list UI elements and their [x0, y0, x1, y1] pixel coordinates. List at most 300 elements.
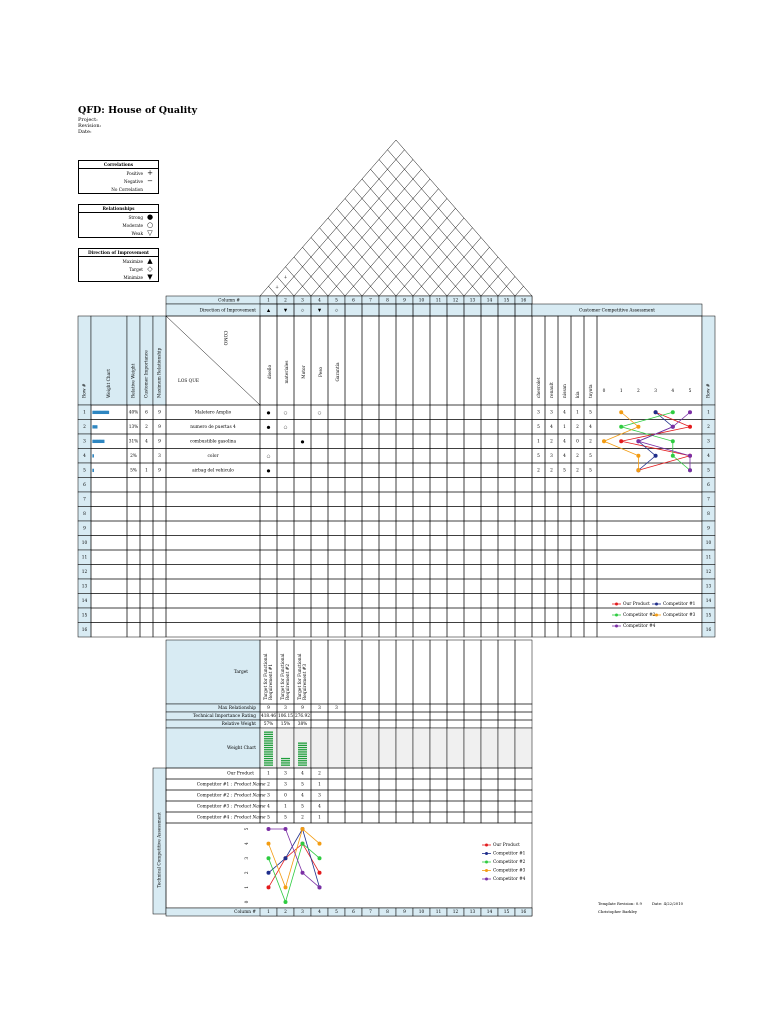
relationship-cell: [464, 405, 481, 420]
relationship-cell: [515, 449, 532, 464]
tca-series-point: [318, 856, 322, 860]
competitor-score-text: 5: [589, 453, 592, 459]
relationship-cell: [277, 536, 294, 551]
weight-chart-bar-segment: [298, 743, 307, 744]
tca-cell: [430, 779, 447, 790]
tca-cell: [396, 790, 413, 801]
footer-author: Christopher Barkley: [598, 909, 638, 914]
tca-cell: [515, 768, 532, 779]
row-number-text: 5: [83, 468, 86, 474]
target-cell: [515, 640, 532, 704]
weight-chart-bar-segment: [264, 762, 273, 763]
importance-cell: [140, 579, 153, 594]
roof-line: [320, 228, 380, 296]
tca-cell: [345, 812, 362, 823]
relative-weight-row-cell: [515, 720, 532, 728]
competitor-score-text: 2: [576, 424, 579, 430]
what-text: numero de puertas 4: [190, 424, 236, 430]
tca-series-point: [284, 827, 288, 831]
tca-cell: [447, 801, 464, 812]
tca-legend-marker: [485, 869, 488, 872]
scale-tick-label: 3: [654, 389, 657, 394]
relationship-cell: [294, 550, 311, 565]
tca-product-name: Product Name: [234, 804, 266, 810]
bottom-column-number-text: 8: [386, 910, 389, 915]
technical-importance-row-cell: [396, 712, 413, 720]
competitor-score-cell: [545, 550, 558, 565]
relationship-cell: [362, 550, 379, 565]
relationship-cell: [481, 507, 498, 522]
row-number-text: 9: [83, 526, 86, 532]
bottom-column-number-label: Column #: [234, 910, 256, 915]
tca-product-name: Product Name: [234, 793, 266, 799]
weight-chart-cell: [464, 728, 481, 768]
tca-cell: [328, 768, 345, 779]
relationship-cell: [464, 463, 481, 478]
row-number-text: 3: [83, 439, 86, 445]
howt-header-cell: [345, 316, 362, 405]
roof-line: [311, 169, 422, 296]
tca-cell: [464, 768, 481, 779]
what-text: Maletero Amplio: [194, 410, 232, 416]
relationship-cell: [396, 507, 413, 522]
cca-legend-label: Competitor #3: [663, 613, 696, 618]
tca-axis-tick: 3: [245, 856, 250, 860]
relationship-cell: [447, 536, 464, 551]
relationship-cell: [464, 478, 481, 493]
tca-cell: [413, 790, 430, 801]
roof-line: [379, 208, 456, 296]
relationship-cell: [396, 608, 413, 623]
tca-cell: [362, 801, 379, 812]
legend-label: Minimize: [123, 274, 143, 280]
relationship-cell: [430, 449, 447, 464]
relationship-cell: [413, 565, 430, 580]
relationship-cell: [277, 623, 294, 638]
relative-weight-cell: [127, 579, 140, 594]
importance-text: 4: [145, 439, 148, 445]
weight-chart-bar-segment: [298, 745, 307, 746]
competitor-score-text: 4: [589, 424, 592, 430]
relationship-cell: [379, 565, 396, 580]
weight-chart-cell: [413, 728, 430, 768]
tca-row-label: Competitor #1 :: [196, 782, 232, 788]
relationship-cell: [464, 550, 481, 565]
competitor-score-cell: [532, 608, 545, 623]
relationship-cell: [277, 492, 294, 507]
target-cell: [345, 640, 362, 704]
what-cell: [166, 608, 260, 623]
column-number-text: 1: [267, 298, 270, 304]
competitor-score-cell: [571, 478, 584, 493]
max-relationship-row-cell: [515, 704, 532, 712]
relative-weight-text: 13%: [128, 424, 139, 430]
tca-cell: [447, 790, 464, 801]
competitor-score-cell: [532, 623, 545, 638]
cca-series-point: [636, 468, 640, 472]
relative-weight-row-cell: [328, 720, 345, 728]
relationship-cell: [447, 623, 464, 638]
relationship-icon: ○: [266, 454, 271, 460]
cca-series-point: [671, 439, 675, 443]
roof-line: [515, 286, 524, 296]
roof-line: [413, 228, 473, 296]
relationship-cell: [413, 579, 430, 594]
relationship-cell: [481, 420, 498, 435]
max-relationship-cell: [153, 608, 166, 623]
relative-weight-row-cell: [396, 720, 413, 728]
tca-title: Technical Competitive Assessment: [157, 812, 163, 888]
como-label: COMO: [222, 330, 227, 346]
bottom-column-number-text: 15: [503, 910, 510, 915]
column-number-text: 16: [520, 298, 527, 304]
column-number-text: 7: [369, 298, 372, 304]
max-relationship-cell: [153, 579, 166, 594]
relative-weight-cell: [127, 594, 140, 609]
relationship-cell: [345, 594, 362, 609]
weight-chart-cell: [277, 728, 294, 768]
relationship-cell: [515, 463, 532, 478]
relationship-cell: [277, 521, 294, 536]
technical-importance-row-value: 106.15: [277, 714, 294, 719]
tca-cell: [481, 779, 498, 790]
relationship-cell: [277, 594, 294, 609]
max-relationship-row-cell: [362, 704, 379, 712]
relationship-cell: [379, 579, 396, 594]
relative-weight-text: 31%: [128, 439, 139, 445]
technical-importance-row-cell: [379, 712, 396, 720]
importance-cell: [140, 623, 153, 638]
weight-chart-bar-segment: [281, 765, 290, 766]
relationship-cell: [294, 521, 311, 536]
relationship-cell: [515, 521, 532, 536]
right-row-number-text: 1: [707, 410, 710, 416]
relationship-cell: [430, 521, 447, 536]
competitor-score-cell: [558, 594, 571, 609]
competitor-score-cell: [558, 536, 571, 551]
relationship-icon: ●: [266, 425, 271, 431]
tca-cell: [430, 790, 447, 801]
relationship-cell: [311, 434, 328, 449]
howt-header-cell: [328, 316, 345, 405]
competitor-score-cell: [532, 565, 545, 580]
cca-series-point: [636, 425, 640, 429]
relationship-cell: [396, 550, 413, 565]
competitor-score-text: 4: [563, 439, 566, 445]
relationship-cell: [277, 463, 294, 478]
right-row-number-text: 3: [707, 439, 710, 445]
howt-header-cell: [379, 316, 396, 405]
bottom-column-number-text: 5: [335, 910, 338, 915]
relationship-cell: [481, 565, 498, 580]
relationship-cell: [362, 536, 379, 551]
relationship-cell: [277, 434, 294, 449]
weight-chart-bar-segment: [264, 758, 273, 759]
relationship-icon: ○: [283, 410, 288, 416]
cca-series-point: [671, 454, 675, 458]
relative-weight-row-value: 38%: [297, 722, 308, 727]
tca-series-point: [318, 871, 322, 875]
tca-legend-label: Competitor #4: [493, 877, 526, 882]
competitor-score-text: 5: [589, 468, 592, 474]
competitor-header-label: renault: [550, 382, 555, 398]
max-relationship-cell: [153, 550, 166, 565]
howt-label: diseño: [268, 364, 273, 380]
what-text: airbag del vehiculo: [192, 468, 234, 474]
competitor-score-text: 2: [589, 439, 592, 445]
what-cell: [166, 594, 260, 609]
relationship-cell: [447, 405, 464, 420]
relative-weight-cell: [127, 507, 140, 522]
relationship-cell: [345, 565, 362, 580]
relationship-cell: [260, 434, 277, 449]
importance-cell: [140, 536, 153, 551]
correlation-positive-icon: +: [275, 285, 279, 291]
tca-cell: [430, 801, 447, 812]
relationship-cell: [328, 449, 345, 464]
scale-tick-label: 1: [619, 389, 623, 394]
relationship-cell: [345, 492, 362, 507]
tca-cell: [328, 790, 345, 801]
tca-cell: [515, 779, 532, 790]
relationship-cell: [430, 623, 447, 638]
competitor-score-text: 5: [563, 468, 566, 474]
weight-chart-cell: [430, 728, 447, 768]
cca-legend-marker: [615, 603, 618, 606]
relationship-cell: [447, 565, 464, 580]
relative-weight-cell: [127, 492, 140, 507]
relationship-cell: [260, 579, 277, 594]
weight-chart-bar-segment: [264, 749, 273, 750]
tca-cell: [396, 768, 413, 779]
weight-chart-bar-segment: [264, 754, 273, 755]
page-title: QFD: House of Quality: [78, 105, 198, 116]
technical-importance-row-cell: [345, 712, 362, 720]
tca-value: 3: [284, 771, 287, 777]
relationship-cell: [481, 434, 498, 449]
relationship-cell: [328, 478, 345, 493]
relationship-cell: [362, 405, 379, 420]
tca-cell: [498, 779, 515, 790]
cca-chart-cell: [597, 405, 702, 420]
relationship-cell: [464, 608, 481, 623]
relationship-cell: [396, 449, 413, 464]
relationship-cell: [345, 608, 362, 623]
right-row-number-text: 6: [707, 482, 710, 488]
competitor-score-text: 2: [576, 468, 579, 474]
target-value-line1: Target for Functional: [264, 653, 269, 700]
relationship-cell: [294, 579, 311, 594]
relative-weight-row-cell: [362, 720, 379, 728]
howt-label: materiales: [285, 360, 290, 384]
relationship-cell: [260, 550, 277, 565]
cca-series-point: [619, 425, 623, 429]
howt-label: Garantía: [336, 362, 341, 382]
tca-legend-marker: [485, 878, 488, 881]
weight-bar-cell: [91, 565, 127, 580]
relationship-cell: [379, 608, 396, 623]
cca-series-point: [654, 454, 658, 458]
max-relationship-text: 9: [158, 424, 161, 430]
relationship-cell: [464, 565, 481, 580]
relationship-cell: [430, 405, 447, 420]
relative-weight-row-cell: [345, 720, 362, 728]
competitor-score-text: 2: [576, 453, 579, 459]
max-relationship-row-cell: [498, 704, 515, 712]
weight-chart-cell: [328, 728, 345, 768]
relationship-cell: [396, 565, 413, 580]
positive-icon: +: [147, 169, 153, 177]
what-cell: [166, 579, 260, 594]
tca-series-point: [267, 856, 271, 860]
right-row-number-text: 9: [707, 526, 710, 532]
relationship-cell: [311, 507, 328, 522]
relationship-cell: [447, 579, 464, 594]
howt-header-cell: [311, 316, 328, 405]
competitor-score-cell: [532, 492, 545, 507]
competitor-score-cell: [571, 507, 584, 522]
competitor-score-cell: [571, 536, 584, 551]
competitor-score-text: 0: [576, 439, 579, 445]
relationship-cell: [464, 434, 481, 449]
competitor-score-cell: [545, 521, 558, 536]
relative-weight-row-cell: [379, 720, 396, 728]
cca-series-point: [654, 410, 658, 414]
tca-series-point: [284, 885, 288, 889]
target-value-line1: Target for Functional: [281, 653, 286, 700]
cca-series-line: [638, 412, 672, 470]
tca-legend-marker: [485, 844, 488, 847]
row-number-text: 16: [81, 627, 88, 633]
relationship-cell: [396, 521, 413, 536]
competitor-score-cell: [571, 492, 584, 507]
tca-cell: [447, 768, 464, 779]
weight-chart-cell: [515, 728, 532, 768]
target-value-line1: Target for Functional: [298, 653, 303, 700]
relationship-cell: [328, 507, 345, 522]
negative-icon: −: [147, 177, 153, 185]
relative-weight-row-label-text: Relative Weight: [221, 722, 256, 727]
howt-header-cell: [515, 316, 532, 405]
tca-value: 1: [267, 771, 270, 777]
vertical-header-label: Weight Chart: [107, 369, 112, 398]
competitor-score-cell: [584, 521, 597, 536]
tca-cell: [515, 790, 532, 801]
target-cell: [430, 640, 447, 704]
relationship-cell: [498, 405, 515, 420]
max-relationship-row-value: 3: [284, 706, 287, 711]
target-cell: [498, 640, 515, 704]
tca-cell: [413, 779, 430, 790]
weight-chart-cell: [481, 728, 498, 768]
competitor-header-label: nissan: [563, 384, 568, 398]
competitor-score-cell: [584, 594, 597, 609]
cca-chart-header: [597, 316, 702, 405]
tca-cell: [328, 801, 345, 812]
relationship-cell: [396, 463, 413, 478]
relationship-cell: [396, 405, 413, 420]
competitor-score-cell: [584, 608, 597, 623]
relative-weight-row-cell: [413, 720, 430, 728]
relationship-cell: [515, 550, 532, 565]
competitor-score-cell: [532, 579, 545, 594]
tca-cell: [413, 801, 430, 812]
relationship-icon: ●: [266, 468, 271, 474]
column-number-text: 15: [503, 298, 510, 304]
relationship-cell: [430, 550, 447, 565]
tca-series-line: [269, 844, 320, 902]
max-relationship-cell: [153, 565, 166, 580]
row-number-text: 4: [83, 453, 86, 459]
relationship-cell: [430, 608, 447, 623]
bottom-column-number-text: 4: [318, 910, 321, 915]
tca-cell: [328, 812, 345, 823]
competitor-score-cell: [545, 623, 558, 638]
max-relationship-row-value: 3: [318, 706, 321, 711]
weight-chart-cell: [498, 728, 515, 768]
relationship-cell: [294, 449, 311, 464]
relationship-cell: [362, 594, 379, 609]
row-number-text: 13: [81, 584, 88, 590]
tca-cell: [345, 790, 362, 801]
tca-cell: [345, 768, 362, 779]
direction-icon: ◇: [334, 308, 339, 314]
row-number-text: 7: [83, 497, 86, 503]
relationship-cell: [277, 550, 294, 565]
relationship-cell: [430, 579, 447, 594]
relationship-cell: [396, 594, 413, 609]
technical-importance-row-cell: [362, 712, 379, 720]
competitor-score-text: 5: [537, 453, 540, 459]
bottom-column-number-text: 9: [403, 910, 406, 915]
max-relationship-row-label-text: Max Relationship: [217, 706, 256, 711]
tca-value: 2: [267, 782, 270, 788]
howt-label: Motor: [302, 365, 307, 379]
weight-bar-cell: [91, 449, 127, 464]
bottom-column-number-text: 11: [435, 910, 442, 915]
relationship-cell: [379, 449, 396, 464]
tca-value: 1: [318, 782, 321, 788]
bottom-column-number-text: 3: [301, 910, 304, 915]
right-row-number-text: 5: [707, 468, 710, 474]
relationship-cell: [277, 449, 294, 464]
howt-header-cell: [362, 316, 379, 405]
competitor-score-cell: [558, 507, 571, 522]
howt-header-cell: [464, 316, 481, 405]
relationship-cell: [328, 521, 345, 536]
relationship-cell: [311, 565, 328, 580]
relationship-cell: [345, 463, 362, 478]
max-relationship-text: 9: [158, 439, 161, 445]
weight-chart-cell: [345, 728, 362, 768]
target-cell: [379, 640, 396, 704]
howt-header-cell: [260, 316, 277, 405]
minimize-triangle-icon: ▼: [147, 273, 153, 281]
tca-axis-tick: 1: [245, 886, 250, 889]
relationship-cell: [464, 594, 481, 609]
legend-label: Strong: [128, 214, 143, 220]
max-relationship-row-cell: [379, 704, 396, 712]
max-relationship-row-cell: [345, 704, 362, 712]
relationship-cell: [311, 420, 328, 435]
competitor-score-cell: [584, 536, 597, 551]
competitor-score-text: 3: [537, 410, 540, 416]
relationship-cell: [277, 478, 294, 493]
tca-cell: [481, 790, 498, 801]
competitor-header-label: toyota: [589, 384, 594, 398]
cca-chart-cell: [597, 579, 702, 594]
tca-row-label: Competitor #2 :: [196, 793, 232, 799]
